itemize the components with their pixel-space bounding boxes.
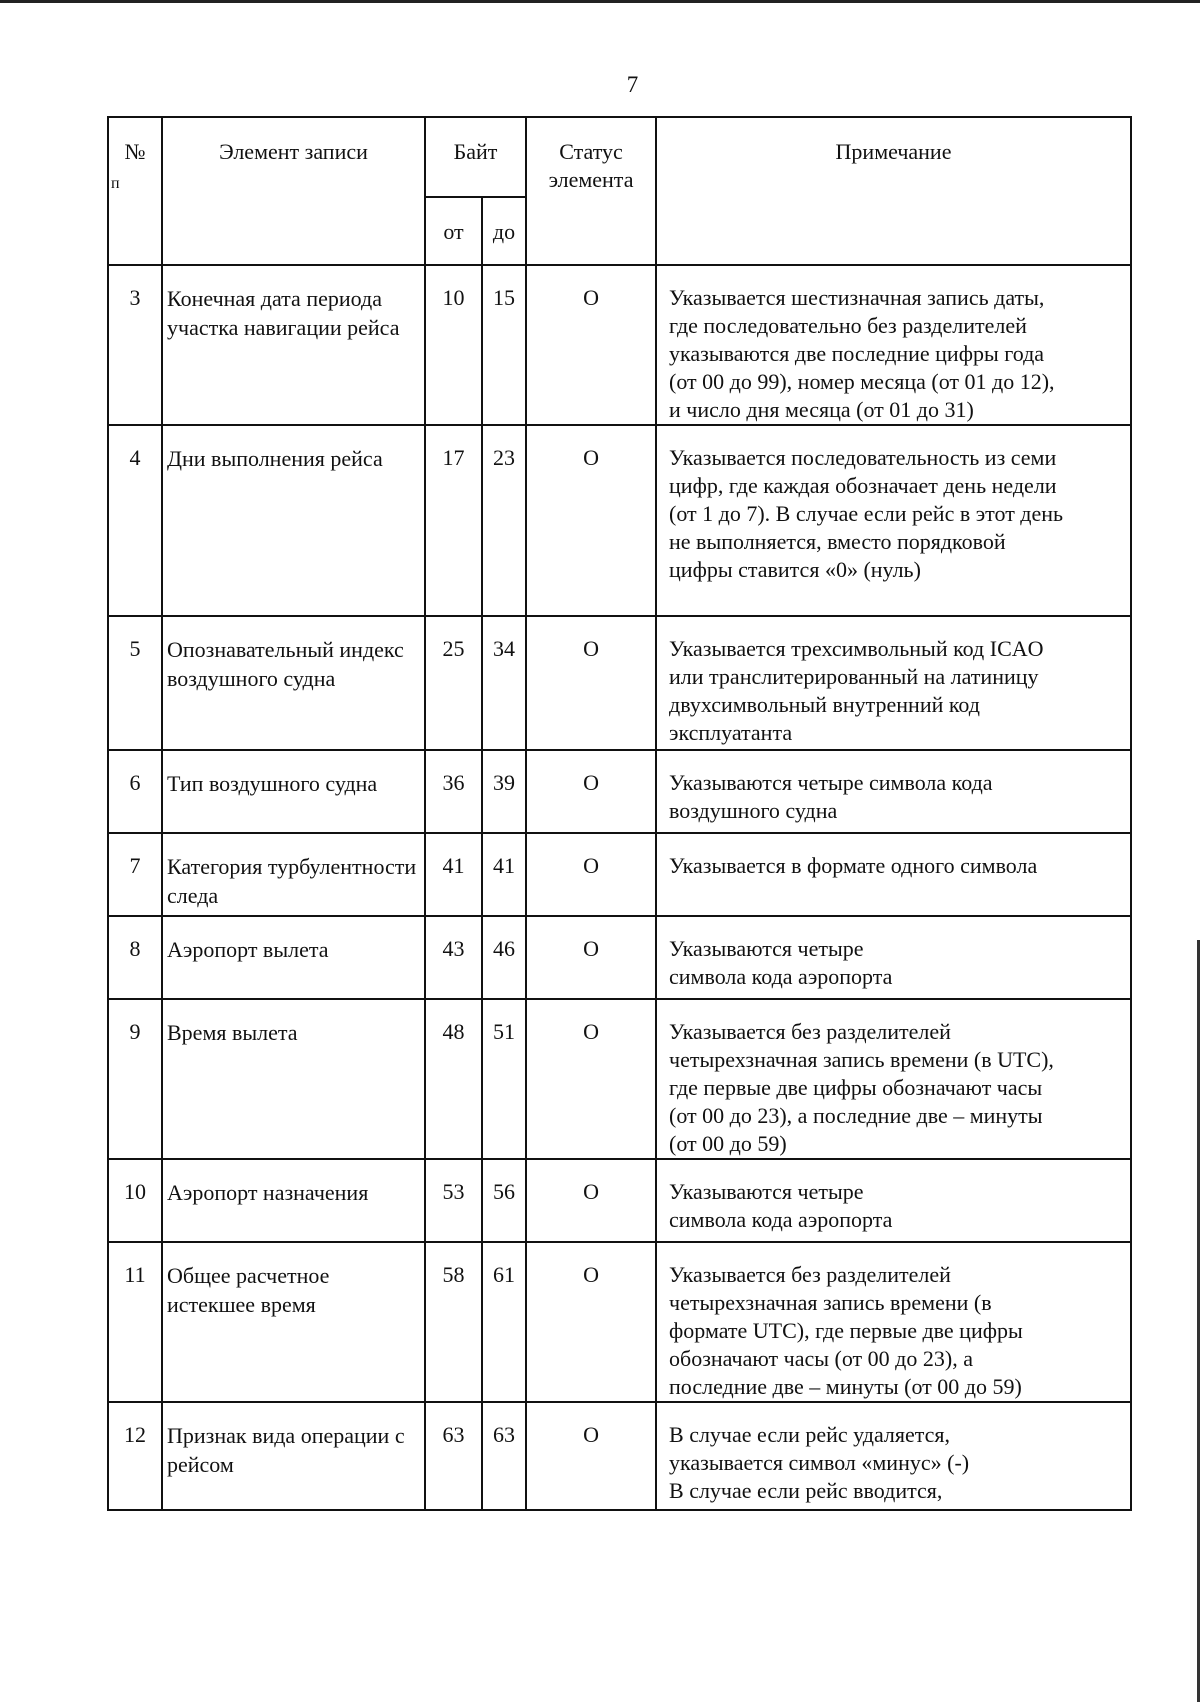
row-note-line: четырехзначная запись времени (в UTC), (669, 1047, 1054, 1072)
row-element: Аэропорт вылета (162, 916, 425, 999)
row-number: 6 (108, 750, 162, 833)
row-note-line: Указываются четыре символа кода (669, 770, 993, 795)
row-note-line: (от 00 до 59) (669, 1131, 787, 1156)
row-element: Конечная дата периода участка навигации рейса (162, 265, 425, 425)
row-note (656, 833, 1131, 916)
row-byte-to: 34 (482, 616, 526, 750)
row-status: О (526, 1242, 656, 1402)
row-status: О (526, 425, 656, 616)
row-note-line: Указывается трехсимвольный код ICAO (669, 636, 1044, 661)
row-status: О (526, 750, 656, 833)
row-byte-from: 25 (425, 616, 482, 750)
table-row (108, 999, 1131, 1159)
row-element: Категория турбулентности следа (162, 833, 425, 916)
row-byte-from: 43 (425, 916, 482, 999)
row-note-line: (от 00 до 99), номер месяца (от 01 до 12), (669, 369, 1055, 394)
row-note-line: или транслитерированный на латиницу (669, 664, 1039, 689)
row-note-line: (от 1 до 7). В случае если рейс в этот день (669, 501, 1064, 526)
scan-border-top (0, 0, 1200, 3)
row-status: О (526, 833, 656, 916)
row-note-line: четырехзначная запись времени (в (669, 1290, 992, 1315)
row-note (656, 425, 1131, 616)
row-note-line: Указывается последовательность из семи (669, 445, 1057, 470)
row-note-line: Указываются четыре (669, 936, 864, 961)
row-note-line: символа кода аэропорта (669, 964, 893, 989)
row-status: О (526, 265, 656, 425)
row-byte-from: 48 (425, 999, 482, 1159)
row-byte-from: 58 (425, 1242, 482, 1402)
row-note (656, 1402, 1131, 1510)
row-byte-to: 39 (482, 750, 526, 833)
row-byte-to: 63 (482, 1402, 526, 1510)
row-number: 5 (108, 616, 162, 750)
row-byte-to: 51 (482, 999, 526, 1159)
row-byte-from: 10 (425, 265, 482, 425)
row-note (656, 1242, 1131, 1402)
row-note-line: цифр, где каждая обозначает день недели (669, 473, 1057, 498)
row-status: О (526, 916, 656, 999)
table-row (108, 425, 1131, 616)
row-byte-to: 15 (482, 265, 526, 425)
table-row (108, 265, 1131, 425)
row-note (656, 750, 1131, 833)
row-number: 4 (108, 425, 162, 616)
row-note-line: где последовательно без разделителей (669, 313, 1027, 338)
table-row (108, 916, 1131, 999)
row-number: 7 (108, 833, 162, 916)
row-note-line: Указывается шестизначная запись даты, (669, 285, 1045, 310)
row-note-line: Указывается без разделителей (669, 1262, 951, 1287)
row-byte-to: 41 (482, 833, 526, 916)
table-row (108, 1242, 1131, 1402)
header-element: Элемент записи (162, 117, 425, 265)
row-note-line: цифры ставится «0» (нуль) (669, 557, 921, 582)
row-note (656, 265, 1131, 425)
row-number: 10 (108, 1159, 162, 1242)
row-byte-to: 46 (482, 916, 526, 999)
row-note-line: В случае если рейс вводится, (669, 1478, 943, 1503)
header-note: Примечание (656, 117, 1131, 265)
row-element: Признак вида операции с рейсом (162, 1402, 425, 1510)
row-number: 11 (108, 1242, 162, 1402)
row-note-line: В случае если рейс удаляется, (669, 1422, 951, 1447)
row-note-line: Указываются четыре (669, 1179, 864, 1204)
row-note (656, 999, 1131, 1159)
table-body (108, 265, 1131, 1510)
row-byte-from: 63 (425, 1402, 482, 1510)
row-byte-from: 41 (425, 833, 482, 916)
row-byte-to: 61 (482, 1242, 526, 1402)
row-element: Дни выполнения рейса (162, 425, 425, 616)
row-note-line: где первые две цифры обозначают часы (669, 1075, 1043, 1100)
row-note-line: указывается символ «минус» (-) (669, 1450, 970, 1475)
header-byte: Байт (425, 117, 526, 197)
row-element: Тип воздушного судна (162, 750, 425, 833)
row-byte-from: 36 (425, 750, 482, 833)
row-note-line: Указывается без разделителей (669, 1019, 951, 1044)
row-note (656, 916, 1131, 999)
row-note-line: последние две – минуты (от 00 до 59) (669, 1374, 1022, 1399)
row-note-line: не выполняется, вместо порядковой (669, 529, 1006, 554)
row-byte-from: 53 (425, 1159, 482, 1242)
row-byte-from: 17 (425, 425, 482, 616)
row-note-line: обозначают часы (от 00 до 23), а (669, 1346, 973, 1371)
row-element: Аэропорт назначения (162, 1159, 425, 1242)
row-number: 9 (108, 999, 162, 1159)
row-note-line: указываются две последние цифры года (669, 341, 1045, 366)
row-element: Время вылета (162, 999, 425, 1159)
row-element: Общее расчетное истекшее время (162, 1242, 425, 1402)
row-note-line: символа кода аэропорта (669, 1207, 893, 1232)
header-byte-to: до (482, 197, 526, 265)
row-number: 8 (108, 916, 162, 999)
header-number-sub: п (111, 175, 120, 192)
header-status: Статус элемента (526, 117, 656, 265)
header-number-label: № (124, 139, 146, 164)
row-number: 3 (108, 265, 162, 425)
header-number (108, 117, 162, 265)
record-format-table (107, 116, 1132, 1511)
row-status: О (526, 1159, 656, 1242)
row-note-line: эксплуатанта (669, 720, 793, 745)
row-number: 12 (108, 1402, 162, 1510)
row-note-line: Указывается в формате одного символа (669, 853, 1038, 878)
table-row (108, 616, 1131, 750)
row-note-line: двухсимвольный внутренний код (669, 692, 980, 717)
row-note (656, 1159, 1131, 1242)
table-header (108, 117, 1131, 265)
row-byte-to: 23 (482, 425, 526, 616)
row-status: О (526, 616, 656, 750)
row-note (656, 616, 1131, 750)
row-note-line: формате UTC), где первые две цифры (669, 1318, 1023, 1343)
row-note-line: (от 00 до 23), а последние две – минуты (669, 1103, 1043, 1128)
table-row (108, 750, 1131, 833)
header-byte-from: от (425, 197, 482, 265)
row-note-line: и число дня месяца (от 01 до 31) (669, 397, 974, 422)
table-row (108, 1159, 1131, 1242)
row-status: О (526, 999, 656, 1159)
row-note-line: воздушного судна (669, 798, 838, 823)
row-byte-to: 56 (482, 1159, 526, 1242)
row-status: О (526, 1402, 656, 1510)
page-number: 7 (626, 72, 639, 97)
row-element: Опознавательный индекс воздушного судна (162, 616, 425, 750)
table-row (108, 833, 1131, 916)
table-row (108, 1402, 1131, 1510)
